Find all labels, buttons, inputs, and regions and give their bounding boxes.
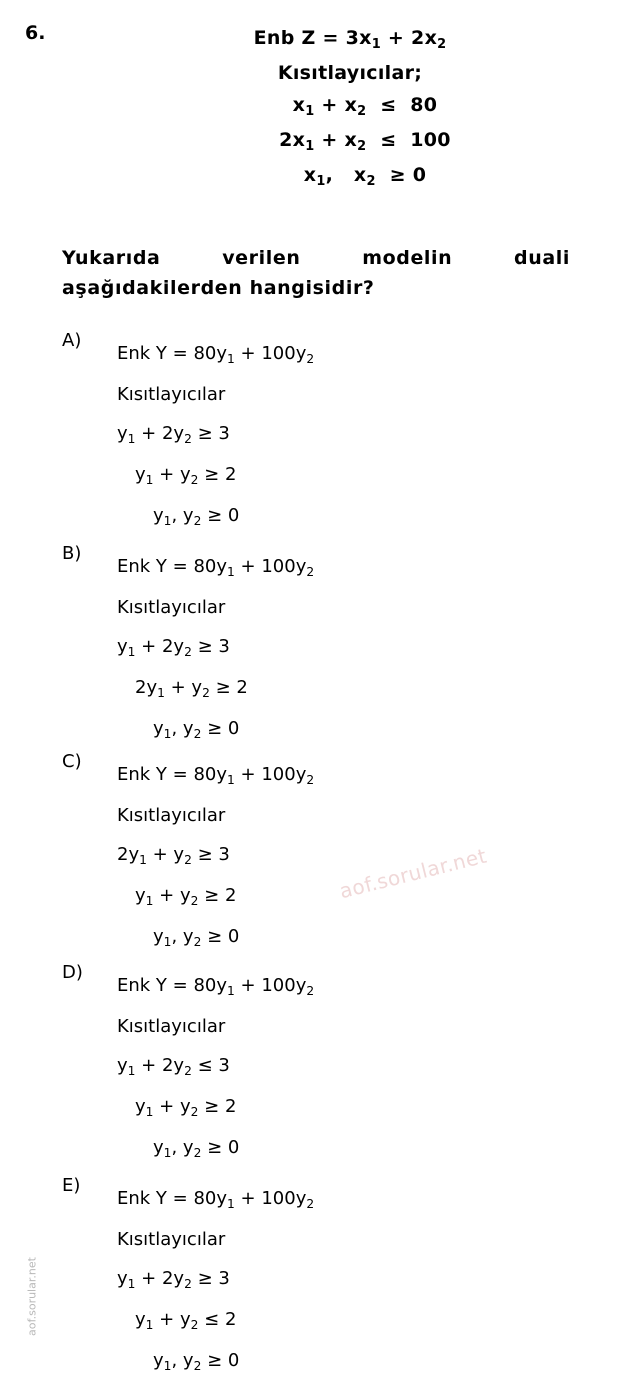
option-c-letter: C): [62, 751, 82, 772]
option-d-line-2: Kısıtlayıcılar: [117, 1016, 226, 1037]
option-e-line-1: Enk $Y = 80y_1 + 100y_2$: [117, 1188, 315, 1211]
question-prompt: [62, 243, 570, 303]
option-b-line-4: $2y_1 + y_2 \ge 2$: [135, 677, 248, 700]
option-b-line-3: $y_1 + 2y_2 \ge 3$: [117, 636, 230, 659]
option-c-line-3: $2y_1 + y_2 \ge 3$: [117, 844, 230, 867]
prompt-line-1: [62, 243, 570, 273]
option-d-line-3: $y_1 + 2y_2 \le 3$: [117, 1055, 230, 1078]
option-a-line-5: $y_1$, $y_2 \ge 0$: [153, 505, 240, 528]
option-b-body: [117, 547, 314, 750]
prompt-word-1: Yukarıda: [62, 247, 161, 269]
option-b-line-2: Kısıtlayıcılar: [117, 597, 226, 618]
option-c-line-5: $y_1$, $y_2 \ge 0$: [153, 926, 240, 949]
option-a-line-4: $y_1 + y_2 \ge 2$: [135, 464, 237, 487]
objective-text: Enb $Z = 3x_1 + 2x_2$: [253, 27, 447, 52]
option-a-line-3: $y_1 + 2y_2 \ge 3$: [117, 423, 230, 446]
option-d-body: [117, 966, 314, 1169]
option-c-line-1: Enk $Y = 80y_1 + 100y_2$: [117, 764, 315, 787]
option-c-body: [117, 755, 314, 958]
option-a-letter: A): [62, 330, 82, 351]
option-b-letter: B): [62, 543, 82, 564]
constraint-1: $x_1 + x_2 \le 80$: [292, 94, 438, 119]
diagonal-watermark: aof.sorular.net: [337, 843, 490, 904]
option-e-line-4: $y_1 + y_2 \le 2$: [135, 1309, 237, 1332]
option-e-letter: E): [62, 1175, 81, 1196]
option-e-line-3: $y_1 + 2y_2 \ge 3$: [117, 1268, 230, 1291]
prompt-line-2: aşağıdakilerden hangisidir?: [62, 277, 375, 299]
option-b-line-5: $y_1$, $y_2 \ge 0$: [153, 718, 240, 741]
question-number: 6.: [25, 22, 46, 44]
option-e-line-2: Kısıtlayıcılar: [117, 1229, 226, 1250]
option-e-line-5: $y_1$, $y_2 \ge 0$: [153, 1350, 240, 1373]
option-b-line-1: Enk $Y = 80y_1 + 100y_2$: [117, 556, 315, 579]
prompt-word-3: modelin: [362, 247, 453, 269]
option-c-line-2: Kısıtlayıcılar: [117, 805, 226, 826]
option-d-line-4: $y_1 + y_2 \ge 2$: [135, 1096, 237, 1119]
prompt-word-2: verilen: [222, 247, 301, 269]
option-d-line-1: Enk $Y = 80y_1 + 100y_2$: [117, 975, 315, 998]
option-e-body: [117, 1179, 314, 1382]
option-a-line-1: Enk $Y = 80y_1 + 100y_2$: [117, 343, 315, 366]
prompt-word-4: duali: [514, 247, 570, 269]
objective-function: [200, 22, 500, 57]
option-d-letter: D): [62, 962, 83, 983]
option-d-line-5: $y_1$, $y_2 \ge 0$: [153, 1137, 240, 1160]
constraint-3: $x_1$, $x_2 \ge 0$: [303, 164, 427, 189]
problem-model: [200, 22, 500, 194]
option-a-line-2: Kısıtlayıcılar: [117, 384, 226, 405]
constraint-2: $2x_1 + x_2 \le 100$: [279, 129, 451, 154]
option-a-body: [117, 334, 314, 537]
constraints-label: Kısıtlayıcılar;: [277, 62, 423, 84]
vertical-watermark: aof.sorular.net: [25, 1257, 39, 1336]
option-c-line-4: $y_1 + y_2 \ge 2$: [135, 885, 237, 908]
